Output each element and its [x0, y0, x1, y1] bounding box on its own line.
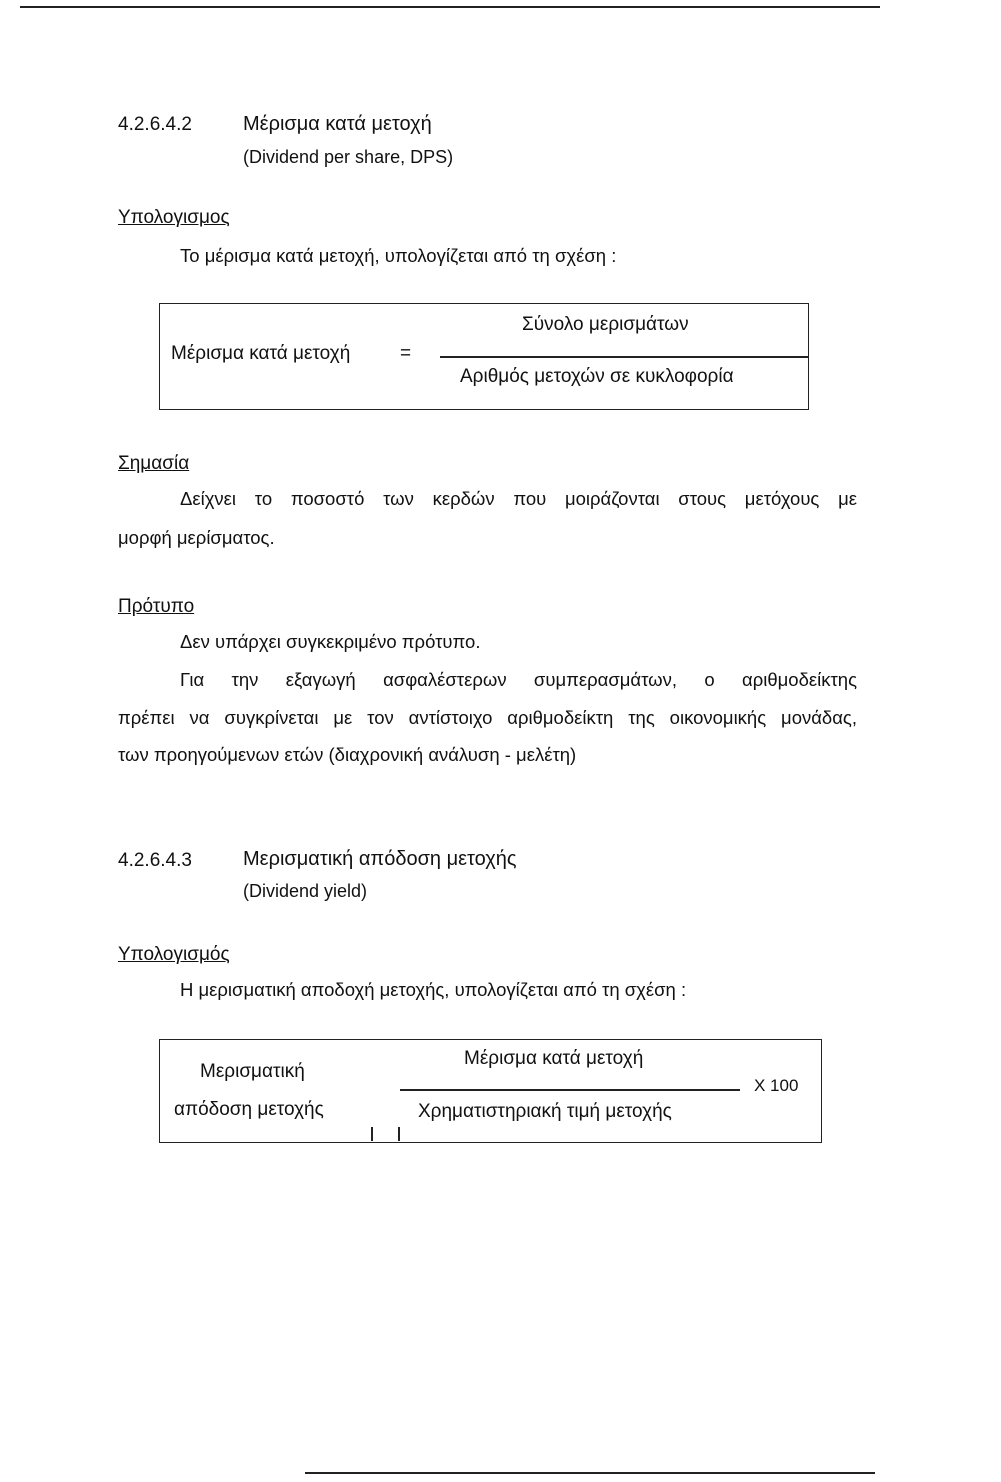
- formula-denominator: Χρηματιστηριακή τιμή μετοχής: [418, 1101, 672, 1122]
- section-number: 4.2.6.4.3: [118, 850, 192, 871]
- formula-lhs-line-2: απόδοση μετοχής: [174, 1099, 324, 1120]
- note-line-3: των προηγούμενων ετών (διαχρονική ανάλυση - μελέτη): [118, 744, 577, 765]
- section-title: Μέρισμα κατά μετοχή: [243, 113, 432, 135]
- bottom-rule: [305, 1472, 875, 1474]
- formula-multiplier: X 100: [754, 1076, 799, 1095]
- formula-lhs: Μέρισμα κατά μετοχή: [171, 343, 351, 364]
- section-subtitle: (Dividend per share, DPS): [243, 147, 454, 167]
- tick-mark: [398, 1127, 400, 1141]
- formula-numerator: Σύνολο μερισμάτων: [522, 314, 689, 335]
- note-line-2: πρέπει να συγκρίνεται με τον αντίστοιχο αριθμοδείκτη της οικονομικής μονάδας,: [118, 707, 857, 728]
- significance-line-2: μορφή μερίσματος.: [118, 527, 275, 548]
- formula-numerator: Μέρισμα κατά μετοχή: [464, 1048, 644, 1069]
- significance-heading: Σημασία: [118, 453, 190, 474]
- fraction-line: [400, 1089, 740, 1091]
- calculation-intro: Η μερισματική αποδοχή μετοχής, υπολογίζεται από τη σχέση :: [180, 979, 687, 1000]
- fraction-line: [440, 356, 808, 358]
- note-line-1: Για την εξαγωγή ασφαλέστερων συμπερασμάτων, ο αριθμοδείκτης: [180, 669, 857, 690]
- formula-lhs-line-1: Μερισματική: [200, 1061, 305, 1082]
- formula-equals: =: [400, 343, 412, 364]
- calculation-heading: Υπολογισμος: [118, 207, 230, 228]
- tick-mark: [371, 1127, 373, 1141]
- standard-text: Δεν υπάρχει συγκεκριμένο πρότυπο.: [180, 631, 481, 652]
- section-title: Μερισματική απόδοση μετοχής: [243, 848, 517, 870]
- calculation-heading: Υπολογισμός: [118, 944, 230, 965]
- calculation-intro: Το μέρισμα κατά μετοχή, υπολογίζεται από τη σχέση :: [180, 245, 617, 266]
- section-subtitle: (Dividend yield): [243, 881, 368, 901]
- top-rule: [20, 6, 880, 8]
- formula-denominator: Αριθμός μετοχών σε κυκλοφορία: [460, 366, 734, 387]
- significance-line-1: Δείχνει το ποσοστό των κερδών που μοιράζονται στους μετόχους με: [180, 488, 857, 509]
- standard-heading: Πρότυπο: [118, 596, 195, 617]
- section-number: 4.2.6.4.2: [118, 114, 192, 135]
